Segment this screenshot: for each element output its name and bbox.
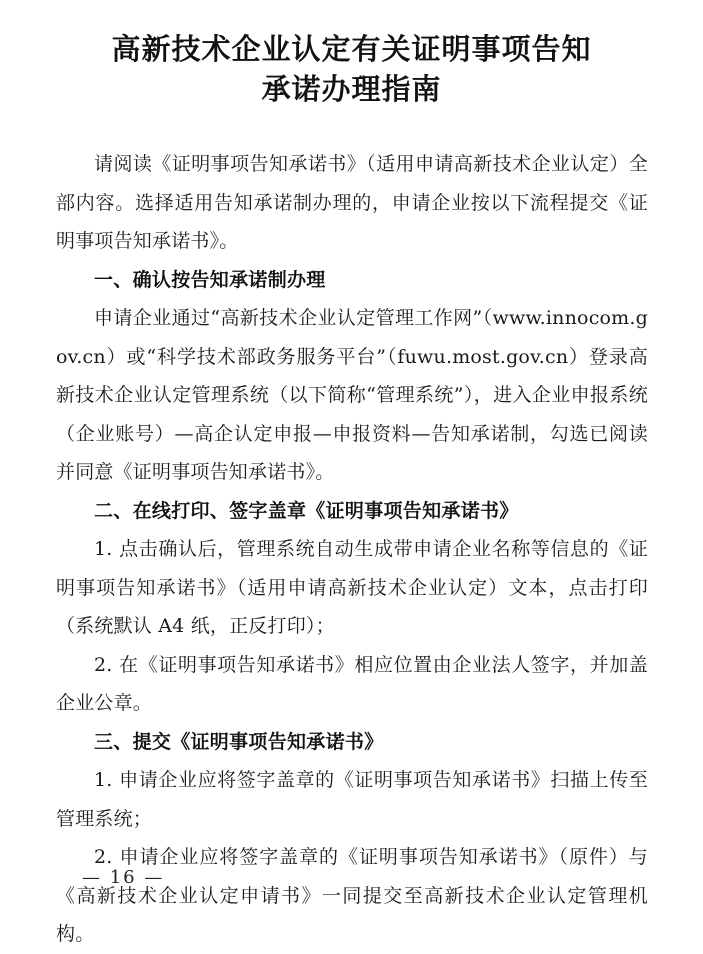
intro-paragraph: 请阅读《证明事项告知承诺书》（适用申请高新技术企业认定）全部内容。选择适用告知承诺制办理的，申请企业按以下流程提交《证明事项告知承诺书》。	[56, 153, 648, 252]
page-number: — 16 —	[82, 867, 165, 888]
section-2-item-1: 1. 点击确认后，管理系统自动生成带申请企业名称等信息的《证明事项告知承诺书》（适用申请高新技术企业认定）文本，点击打印（系统默认 A4 纸，正反打印）；	[56, 538, 648, 637]
section-2-item-2: 2. 在《证明事项告知承诺书》相应位置由企业法人签字，并加盖企业公章。	[56, 653, 648, 714]
section-3-item-2: 2. 申请企业应将签字盖章的《证明事项告知承诺书》（原件）与《高新技术企业认定申请书》一同提交至高新技术企业认定管理机构。	[56, 846, 648, 945]
document-body	[56, 145, 648, 954]
section-3-heading: 三、提交《证明事项告知承诺书》	[94, 730, 384, 753]
section-2-heading: 二、在线打印、签字盖章《证明事项告知承诺书》	[94, 499, 519, 522]
section-3-item-1: 1. 申请企业应将签字盖章的《证明事项告知承诺书》扫描上传至管理系统；	[56, 769, 648, 830]
section-1-paragraph: 申请企业通过“高新技术企业认定管理工作网”（www.innocom.gov.cn）或“科学技术部政务服务平台”（fuwu.most.gov.cn）登录高新技术企业认定管理系统（以下简称“管理系统”），进入企业申报系统（企业账号）—高企认定申报—申报资料—告知承诺制，勾选已阅读并同意《证明事项告知承诺书》。	[56, 307, 648, 483]
section-1-heading: 一、确认按告知承诺制办理	[94, 268, 326, 291]
document-title-line-1: 高新技术企业认定有关证明事项告知	[111, 32, 592, 66]
document-title-line-2: 承诺办理指南	[261, 72, 442, 106]
